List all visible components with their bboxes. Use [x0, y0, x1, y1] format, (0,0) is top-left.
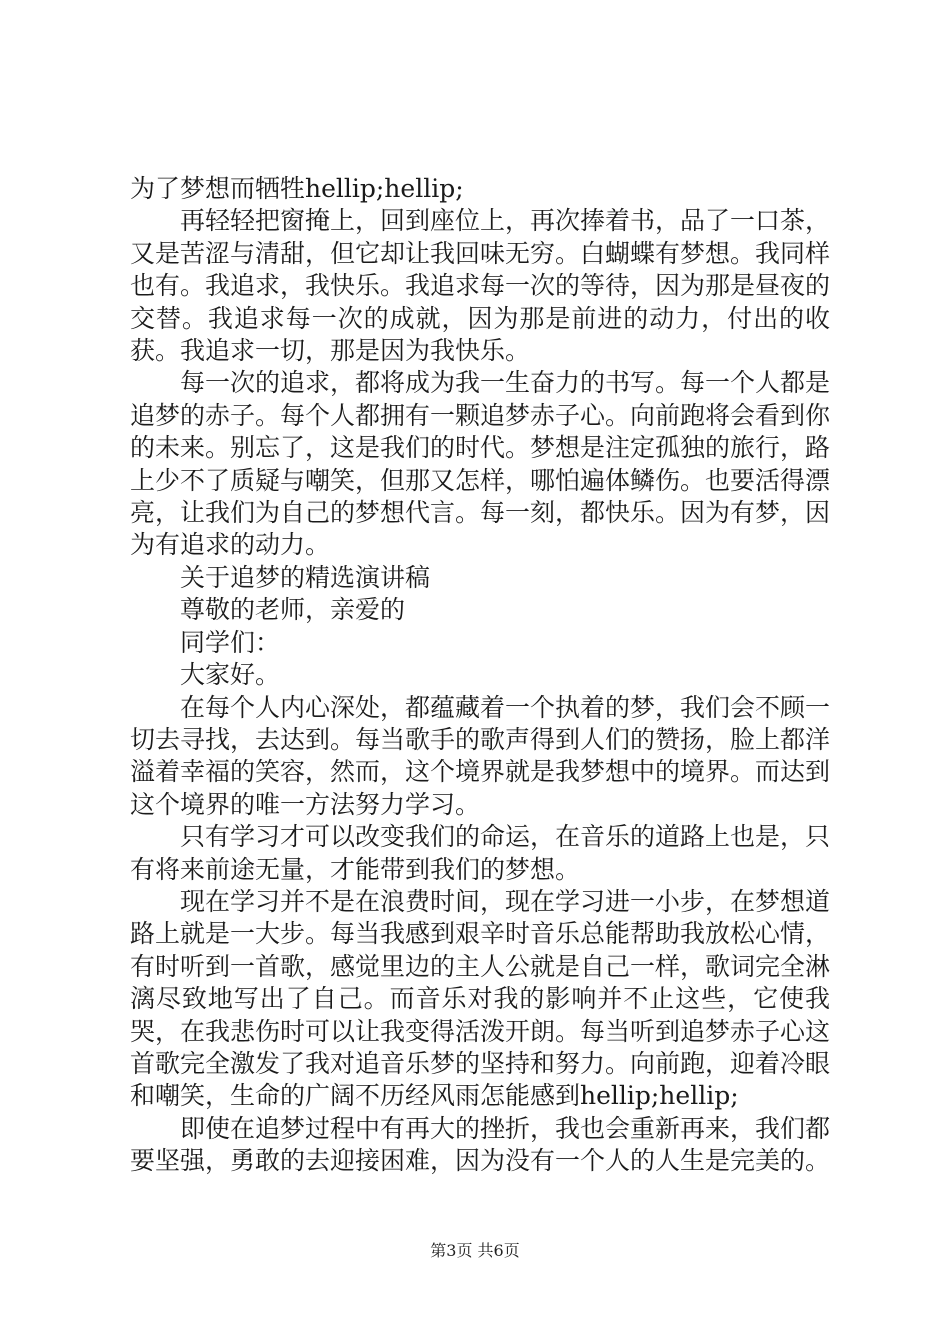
salutation-line: 同学们： [180, 627, 281, 657]
greeting-line: 大家好。 [180, 660, 281, 690]
paragraph: 即使在追梦过程中有再大的挫折，我也会重新再来，我们都要坚强，勇敢的去迎接困难，因为没有一个人的人生是完美的。 [130, 1113, 831, 1176]
paragraph: 再轻轻把窗掩上，回到座位上，再次捧着书，品了一口茶，又是苦涩与清甜，但它却让我回味无穷。白蝴蝶有梦想。我同样也有。我追求，我快乐。我追求每一次的等待，因为那是昼夜的交替。我追求每一次的成就，因为那是前进的动力，付出的收获。我追求一切，那是因为我快乐。 [130, 206, 831, 366]
salutation-line: 尊敬的老师，亲爱的 [180, 595, 406, 625]
paragraph: 现在学习并不是在浪费时间，现在学习进一小步，在梦想道路上就是一大步。每当我感到艰辛时音乐总能帮助我放松心情，有时听到一首歌，感觉里边的主人公就是自己一样，歌词完全淋漓尽致地写出了自己。而音乐对我的影响并不止这些，它使我哭，在我悲伤时可以让我变得活泼开朗。每当听到追梦赤子心这首歌完全激发了我对追音乐梦的坚持和努力。向前跑，迎着冷眼和嘲笑，生命的广阔不历经风雨怎能感到hellip;hellip; [130, 886, 831, 1111]
document-body [130, 173, 830, 1178]
paragraph: 为了梦想而牺牲hellip;hellip; [130, 174, 464, 203]
speech-title: 关于追梦的精选演讲稿 [180, 562, 431, 592]
paragraph: 在每个人内心深处，都蕴藏着一个执着的梦，我们会不顾一切去寻找，去达到。每当歌手的歌声得到人们的赞扬，脸上都洋溢着幸福的笑容，然而，这个境界就是我梦想中的境界。而达到这个境界的唯一方法努力学习。 [130, 692, 831, 819]
paragraph: 每一次的追求，都将成为我一生奋力的书写。每一个人都是追梦的赤子。每个人都拥有一颗追梦赤子心。向前跑将会看到你的未来。别忘了，这是我们的时代。梦想是注定孤独的旅行，路上少不了质疑与嘲笑，但那又怎样，哪怕遍体鳞伤。也要活得漂亮，让我们为自己的梦想代言。每一刻，都快乐。因为有梦，因为有追求的动力。 [130, 368, 831, 560]
paragraph: 只有学习才可以改变我们的命运，在音乐的道路上也是，只有将来前途无量，才能带到我们的梦想。 [130, 822, 831, 884]
page-number-footer: 第3页 共6页 [430, 1241, 520, 1260]
